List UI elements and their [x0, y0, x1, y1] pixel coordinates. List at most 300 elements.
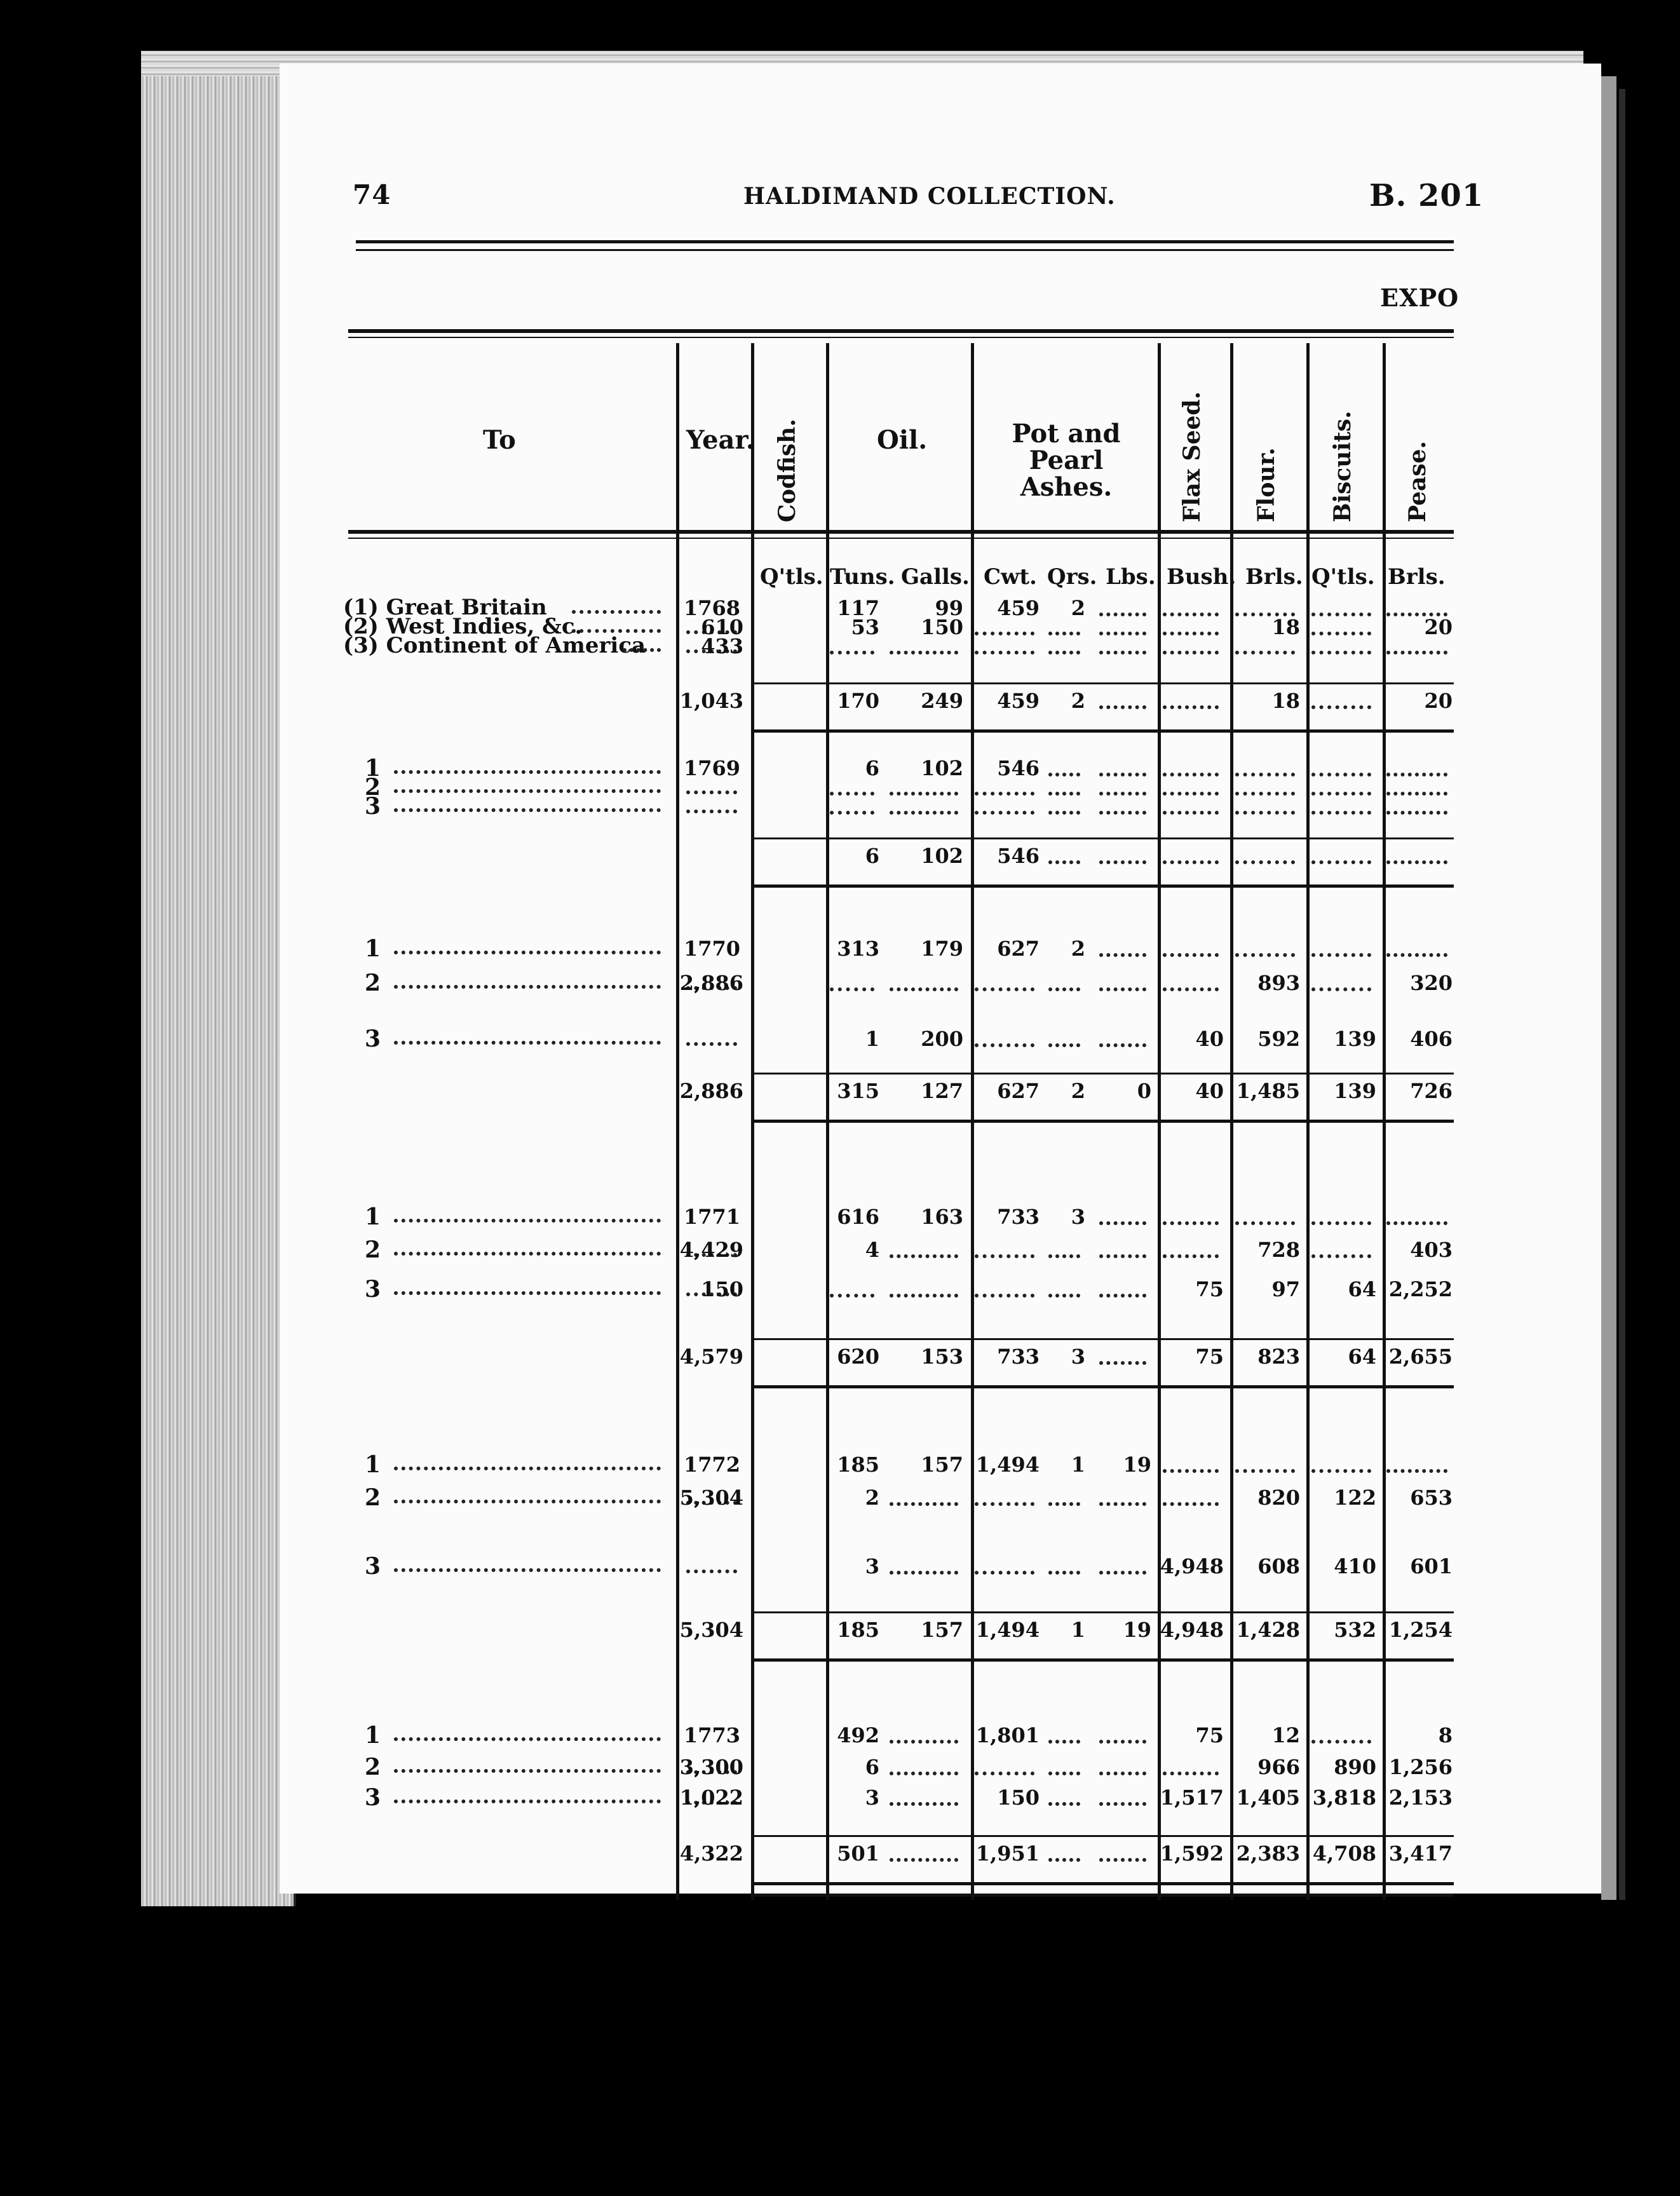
- column-header-flax: Flax Seed.: [1179, 391, 1205, 522]
- column-header-to: To: [483, 425, 516, 455]
- flax-seed-cell: 1,592: [1160, 1841, 1224, 1866]
- column-header-flour: Flour.: [1253, 447, 1280, 522]
- destination-label: (2) West Indies, &c.: [343, 614, 583, 639]
- destination-label: 3: [365, 1784, 381, 1811]
- empty-dots: [1386, 811, 1447, 815]
- codfish-cell: 1,022: [679, 1786, 743, 1810]
- empty-dots: [1163, 613, 1219, 616]
- sum-rule: [752, 1073, 1454, 1074]
- column-header-pease: Pease.: [1404, 440, 1431, 522]
- destination-label: 1: [365, 1722, 381, 1749]
- empty-dots: [1048, 632, 1080, 635]
- oil-tuns-cell: 6: [865, 756, 879, 780]
- pease-cell: 653: [1410, 1486, 1453, 1510]
- empty-dots: [1099, 1294, 1146, 1298]
- oil-tuns-cell: 501: [837, 1841, 879, 1866]
- oil-tuns-cell: 2: [865, 1486, 879, 1510]
- oil-tuns-cell: 620: [837, 1345, 879, 1369]
- biscuits-cell: 139: [1334, 1079, 1376, 1103]
- leader-dots: [394, 985, 661, 989]
- empty-dots: [1099, 1502, 1146, 1506]
- sum-rule-double: [752, 1385, 1454, 1388]
- biscuits-cell: 890: [1334, 1755, 1376, 1779]
- unit-biscuits: Q'tls.: [1311, 564, 1375, 590]
- leader-dots: [394, 1568, 661, 1572]
- empty-dots: [1099, 705, 1146, 709]
- empty-dots: [1163, 1221, 1219, 1225]
- year-dots: [686, 1569, 737, 1573]
- qrs-cell: 2: [1071, 689, 1085, 713]
- empty-dots: [1163, 773, 1219, 776]
- empty-dots: [975, 1043, 1034, 1047]
- empty-dots: [1311, 1469, 1371, 1473]
- oil-tuns-cell: 1: [865, 1027, 879, 1051]
- codfish-cell: 5,304: [679, 1486, 743, 1510]
- biscuits-cell: 64: [1348, 1277, 1376, 1301]
- codfish-cell: 1,043: [679, 689, 743, 713]
- empty-dots: [830, 1294, 874, 1298]
- flour-cell: 2,383: [1236, 1841, 1300, 1866]
- qrs-cell: 2: [1071, 596, 1085, 620]
- empty-dots: [1099, 811, 1146, 815]
- destination-label: 1: [365, 755, 381, 782]
- codfish-cell: 433: [701, 634, 743, 658]
- empty-dots: [975, 1502, 1034, 1506]
- pease-cell: 2,655: [1388, 1345, 1453, 1369]
- empty-dots: [1099, 651, 1146, 654]
- flour-cell: 18: [1271, 615, 1300, 639]
- biscuits-cell: 64: [1348, 1345, 1376, 1369]
- empty-dots: [1311, 811, 1371, 815]
- empty-dots: [1163, 1502, 1219, 1506]
- pease-cell: 601: [1410, 1554, 1453, 1578]
- pease-cell: 2,153: [1388, 1786, 1453, 1810]
- unit-qrs: Qrs.: [1047, 564, 1097, 590]
- empty-dots: [1311, 1221, 1371, 1225]
- empty-dots: [890, 1294, 958, 1298]
- empty-dots: [1048, 651, 1080, 654]
- empty-dots: [1235, 1469, 1295, 1473]
- header-rule-thin: [348, 538, 1454, 539]
- leader-dots: [394, 951, 661, 954]
- sum-rule: [752, 682, 1454, 684]
- pease-cell: 3,417: [1388, 1841, 1453, 1866]
- qrs-cell: 1: [1071, 1618, 1085, 1642]
- cwt-cell: 627: [997, 1079, 1040, 1103]
- empty-dots: [1048, 1571, 1080, 1575]
- empty-dots: [830, 811, 874, 815]
- leader-dots: [394, 789, 661, 793]
- leader-dots: [394, 1467, 661, 1470]
- empty-dots: [1099, 1772, 1146, 1775]
- oil-tuns-cell: 4: [865, 1238, 879, 1262]
- destination-label: 2: [365, 1237, 381, 1263]
- next-page-edge: [1601, 76, 1616, 1900]
- empty-dots: [1048, 811, 1080, 815]
- oil-tuns-cell: 3: [865, 1786, 879, 1810]
- empty-dots: [1311, 632, 1371, 635]
- empty-dots: [1099, 613, 1146, 616]
- year-cell: 1772: [684, 1453, 741, 1477]
- empty-dots: [830, 792, 874, 796]
- oil-tuns-cell: 6: [865, 1755, 879, 1779]
- leader-dots: [394, 1291, 661, 1295]
- cwt-cell: 1,951: [975, 1841, 1040, 1866]
- sum-rule: [752, 1338, 1454, 1340]
- flour-cell: 728: [1257, 1238, 1300, 1262]
- empty-dots: [975, 1772, 1034, 1775]
- empty-dots: [1099, 1802, 1146, 1806]
- empty-dots: [1311, 987, 1371, 991]
- pease-cell: 320: [1410, 971, 1453, 995]
- empty-dots: [1163, 651, 1219, 654]
- flax-seed-cell: 40: [1195, 1079, 1224, 1103]
- year-dots: [686, 810, 737, 813]
- column-divider: [676, 343, 679, 1900]
- pease-cell: 403: [1410, 1238, 1453, 1262]
- table-top-rule: [348, 329, 1454, 333]
- empty-dots: [1311, 860, 1371, 864]
- pease-cell: 1,256: [1388, 1755, 1453, 1779]
- cwt-cell: 733: [997, 1205, 1040, 1229]
- leader-dots: [394, 1252, 661, 1256]
- leader-dots: [394, 1500, 661, 1503]
- leader-dots: [572, 610, 661, 614]
- year-cell: 1768: [684, 596, 741, 620]
- unit-flour: Brls.: [1245, 564, 1303, 590]
- empty-dots: [1386, 773, 1447, 776]
- leader-dots: [394, 808, 661, 812]
- oil-galls-cell: 127: [921, 1079, 963, 1103]
- column-header-potash: Pot and Pearl Ashes.: [1012, 419, 1121, 502]
- lbs-cell: 19: [1123, 1453, 1151, 1477]
- qrs-cell: 1: [1071, 1453, 1085, 1477]
- empty-dots: [1099, 632, 1146, 635]
- empty-dots: [975, 1254, 1034, 1258]
- empty-dots: [830, 651, 874, 654]
- codfish-cell: 5,304: [679, 1618, 743, 1642]
- destination-label: 2: [365, 970, 381, 996]
- destination-label: 2: [365, 1754, 381, 1780]
- empty-dots: [890, 1254, 958, 1258]
- unit-codfish: Q'tls.: [760, 564, 823, 590]
- flax-seed-cell: 75: [1195, 1723, 1224, 1747]
- codfish-cell: 4,579: [679, 1345, 743, 1369]
- empty-dots: [1048, 987, 1080, 991]
- empty-dots: [975, 811, 1034, 815]
- empty-dots: [1048, 792, 1080, 796]
- empty-dots: [890, 1502, 958, 1506]
- empty-dots: [1048, 773, 1080, 776]
- oil-galls-cell: 102: [921, 844, 963, 868]
- empty-dots: [1311, 705, 1371, 709]
- empty-dots: [1235, 773, 1295, 776]
- flax-seed-cell: 75: [1195, 1345, 1224, 1369]
- empty-dots: [1099, 1254, 1146, 1258]
- empty-dots: [1163, 632, 1219, 635]
- biscuits-cell: 139: [1334, 1027, 1376, 1051]
- empty-dots: [1099, 1221, 1146, 1225]
- oil-galls-cell: 99: [935, 596, 963, 620]
- empty-dots: [1163, 1254, 1219, 1258]
- empty-dots: [975, 1294, 1034, 1298]
- header-rule: [348, 530, 1454, 534]
- cwt-cell: 546: [997, 844, 1040, 868]
- empty-dots: [1386, 1469, 1447, 1473]
- table-bottom-rule: [752, 1894, 1454, 1897]
- oil-tuns-cell: 313: [837, 937, 879, 961]
- leader-dots: [394, 1769, 661, 1773]
- empty-dots: [1311, 953, 1371, 957]
- cwt-cell: 627: [997, 937, 1040, 961]
- codfish-cell: 4,322: [679, 1841, 743, 1866]
- codfish-cell: 2,886: [679, 971, 743, 995]
- sum-rule: [752, 837, 1454, 839]
- pease-cell: 2,252: [1388, 1277, 1453, 1301]
- oil-tuns-cell: 616: [837, 1205, 879, 1229]
- year-dots: [686, 790, 737, 794]
- qrs-cell: 2: [1071, 937, 1085, 961]
- cwt-cell: 150: [997, 1786, 1040, 1810]
- empty-dots: [1386, 1221, 1447, 1225]
- codfish-cell: 3,300: [679, 1755, 743, 1779]
- empty-dots: [1163, 811, 1219, 815]
- empty-dots: [975, 651, 1034, 654]
- qrs-cell: 3: [1071, 1205, 1085, 1229]
- oil-galls-cell: 249: [921, 689, 963, 713]
- table-top-rule-thin: [348, 337, 1454, 338]
- oil-galls-cell: 157: [921, 1618, 963, 1642]
- oil-galls-cell: 153: [921, 1345, 963, 1369]
- pease-cell: 1,254: [1388, 1618, 1453, 1642]
- destination-label: 3: [365, 1276, 381, 1303]
- qrs-cell: 2: [1071, 1079, 1085, 1103]
- empty-dots: [1235, 811, 1295, 815]
- empty-dots: [975, 792, 1034, 796]
- book-page-edges: [141, 76, 296, 1906]
- empty-dots: [1048, 1502, 1080, 1506]
- empty-dots: [1048, 860, 1080, 864]
- cwt-cell: 1,494: [975, 1453, 1040, 1477]
- flour-cell: 608: [1257, 1554, 1300, 1578]
- destination-label: 2: [365, 774, 381, 801]
- codfish-cell: 4,429: [679, 1238, 743, 1262]
- empty-dots: [1099, 1740, 1146, 1744]
- empty-dots: [1235, 860, 1295, 864]
- year-cell: 1770: [684, 937, 741, 961]
- pease-cell: 8: [1438, 1723, 1453, 1747]
- empty-dots: [975, 987, 1034, 991]
- empty-dots: [1311, 1740, 1371, 1744]
- flax-seed-cell: 4,948: [1160, 1618, 1224, 1642]
- oil-tuns-cell: 6: [865, 844, 879, 868]
- empty-dots: [1235, 1221, 1295, 1225]
- empty-dots: [890, 987, 958, 991]
- column-header-codfish: Codfish.: [774, 419, 801, 522]
- sum-rule: [752, 1611, 1454, 1613]
- flour-cell: 1,428: [1236, 1618, 1300, 1642]
- biscuits-cell: 410: [1334, 1554, 1376, 1578]
- empty-dots: [890, 1802, 958, 1806]
- oil-galls-cell: 157: [921, 1453, 963, 1477]
- destination-label: (3) Continent of America: [343, 633, 646, 658]
- biscuits-cell: 532: [1334, 1618, 1376, 1642]
- empty-dots: [1235, 953, 1295, 957]
- cwt-cell: 459: [997, 596, 1040, 620]
- oil-tuns-cell: 117: [837, 596, 879, 620]
- empty-dots: [1048, 1802, 1080, 1806]
- empty-dots: [1099, 987, 1146, 991]
- oil-tuns-cell: 185: [837, 1618, 879, 1642]
- cwt-cell: 733: [997, 1345, 1040, 1369]
- codfish-cell: 150: [701, 1277, 743, 1301]
- empty-dots: [1099, 1361, 1146, 1365]
- empty-dots: [1048, 1772, 1080, 1775]
- qrs-cell: 3: [1071, 1345, 1085, 1369]
- empty-dots: [1386, 953, 1447, 957]
- biscuits-cell: 4,708: [1312, 1841, 1376, 1866]
- unit-oil-galls: Galls.: [901, 564, 970, 590]
- oil-galls-cell: 200: [921, 1027, 963, 1051]
- destination-label: 1: [365, 935, 381, 962]
- empty-dots: [1386, 792, 1447, 796]
- empty-dots: [1163, 792, 1219, 796]
- flour-cell: 1,485: [1236, 1079, 1300, 1103]
- pease-cell: 726: [1410, 1079, 1453, 1103]
- empty-dots: [1099, 1571, 1146, 1575]
- leader-dots: [394, 1737, 661, 1741]
- column-header-biscuits: Biscuits.: [1329, 410, 1356, 522]
- empty-dots: [1311, 613, 1371, 616]
- empty-dots: [1163, 1772, 1219, 1775]
- empty-dots: [1311, 773, 1371, 776]
- codfish-cell: 2,886: [679, 1079, 743, 1103]
- page-number: 74: [353, 179, 391, 210]
- cwt-cell: 1,494: [975, 1618, 1040, 1642]
- biscuits-cell: 122: [1334, 1486, 1376, 1510]
- lbs-cell: 19: [1123, 1618, 1151, 1642]
- empty-dots: [890, 1858, 958, 1862]
- empty-dots: [890, 651, 958, 654]
- destination-label: 2: [365, 1484, 381, 1511]
- codfish-cell: 610: [701, 615, 743, 639]
- oil-tuns-cell: 492: [837, 1723, 879, 1747]
- column-header-year: Year.: [686, 425, 755, 455]
- empty-dots: [1099, 1043, 1146, 1047]
- flax-seed-cell: 40: [1195, 1027, 1224, 1051]
- empty-dots: [1099, 1858, 1146, 1862]
- section-title: EXPO: [1380, 283, 1460, 312]
- destination-label: (1) Great Britain: [343, 595, 547, 620]
- unit-flax: Bush.: [1167, 564, 1236, 590]
- oil-tuns-cell: 315: [837, 1079, 879, 1103]
- oil-galls-cell: 179: [921, 937, 963, 961]
- leader-dots: [394, 770, 661, 774]
- empty-dots: [1099, 792, 1146, 796]
- flour-cell: 820: [1257, 1486, 1300, 1510]
- oil-galls-cell: 102: [921, 756, 963, 780]
- header-rule-top: [356, 240, 1454, 243]
- flour-cell: 592: [1257, 1027, 1300, 1051]
- pease-cell: 20: [1424, 615, 1453, 639]
- empty-dots: [890, 1740, 958, 1744]
- oil-tuns-cell: 3: [865, 1554, 879, 1578]
- pease-cell: 406: [1410, 1027, 1453, 1051]
- year-cell: 1771: [684, 1205, 741, 1229]
- sum-rule-double: [752, 1120, 1454, 1123]
- leader-dots: [394, 1041, 661, 1045]
- sum-rule-double: [752, 1658, 1454, 1662]
- flax-seed-cell: 75: [1195, 1277, 1224, 1301]
- destination-label: 3: [365, 1026, 381, 1052]
- sum-rule-double: [752, 884, 1454, 888]
- flour-cell: 893: [1257, 971, 1300, 995]
- empty-dots: [1099, 773, 1146, 776]
- empty-dots: [1048, 1294, 1080, 1298]
- flour-cell: 1,405: [1236, 1786, 1300, 1810]
- biscuits-cell: 3,818: [1312, 1786, 1376, 1810]
- empty-dots: [830, 987, 874, 991]
- empty-dots: [1311, 792, 1371, 796]
- binding-shadow: [1619, 89, 1625, 1900]
- header-rule-bottom: [356, 249, 1454, 251]
- leader-dots: [623, 648, 661, 652]
- destination-label: 3: [365, 1553, 381, 1580]
- running-title: HALDIMAND COLLECTION.: [743, 183, 1116, 210]
- empty-dots: [1099, 953, 1146, 957]
- flour-cell: 823: [1257, 1345, 1300, 1369]
- empty-dots: [975, 1571, 1034, 1575]
- empty-dots: [1386, 651, 1447, 654]
- cwt-cell: 546: [997, 756, 1040, 780]
- empty-dots: [890, 1772, 958, 1775]
- flax-seed-cell: 4,948: [1160, 1554, 1224, 1578]
- empty-dots: [1048, 1254, 1080, 1258]
- cwt-cell: 1,801: [975, 1723, 1040, 1747]
- empty-dots: [1048, 1858, 1080, 1862]
- oil-tuns-cell: 170: [837, 689, 879, 713]
- empty-dots: [975, 632, 1034, 635]
- empty-dots: [1048, 1043, 1080, 1047]
- column-header-oil: Oil.: [877, 425, 928, 455]
- destination-label: 1: [365, 1451, 381, 1478]
- empty-dots: [1163, 953, 1219, 957]
- destination-label: 1: [365, 1203, 381, 1230]
- empty-dots: [890, 1571, 958, 1575]
- empty-dots: [1163, 1469, 1219, 1473]
- sum-rule: [752, 1835, 1454, 1837]
- flour-cell: 966: [1257, 1755, 1300, 1779]
- unit-pease: Brls.: [1388, 564, 1446, 590]
- empty-dots: [1235, 651, 1295, 654]
- oil-galls-cell: 150: [921, 615, 963, 639]
- flour-cell: 12: [1271, 1723, 1300, 1747]
- pease-cell: 20: [1424, 689, 1453, 713]
- flour-cell: 18: [1271, 689, 1300, 713]
- empty-dots: [1099, 860, 1146, 864]
- flour-cell: 97: [1271, 1277, 1300, 1301]
- destination-label: 3: [365, 793, 381, 820]
- reference-number: B. 201: [1369, 178, 1484, 214]
- unit-lbs: Lbs.: [1106, 564, 1156, 590]
- empty-dots: [1235, 792, 1295, 796]
- empty-dots: [1163, 987, 1219, 991]
- empty-dots: [890, 811, 958, 815]
- oil-tuns-cell: 185: [837, 1453, 879, 1477]
- empty-dots: [1163, 860, 1219, 864]
- sum-rule-double: [752, 1882, 1454, 1885]
- year-cell: 1773: [684, 1723, 741, 1747]
